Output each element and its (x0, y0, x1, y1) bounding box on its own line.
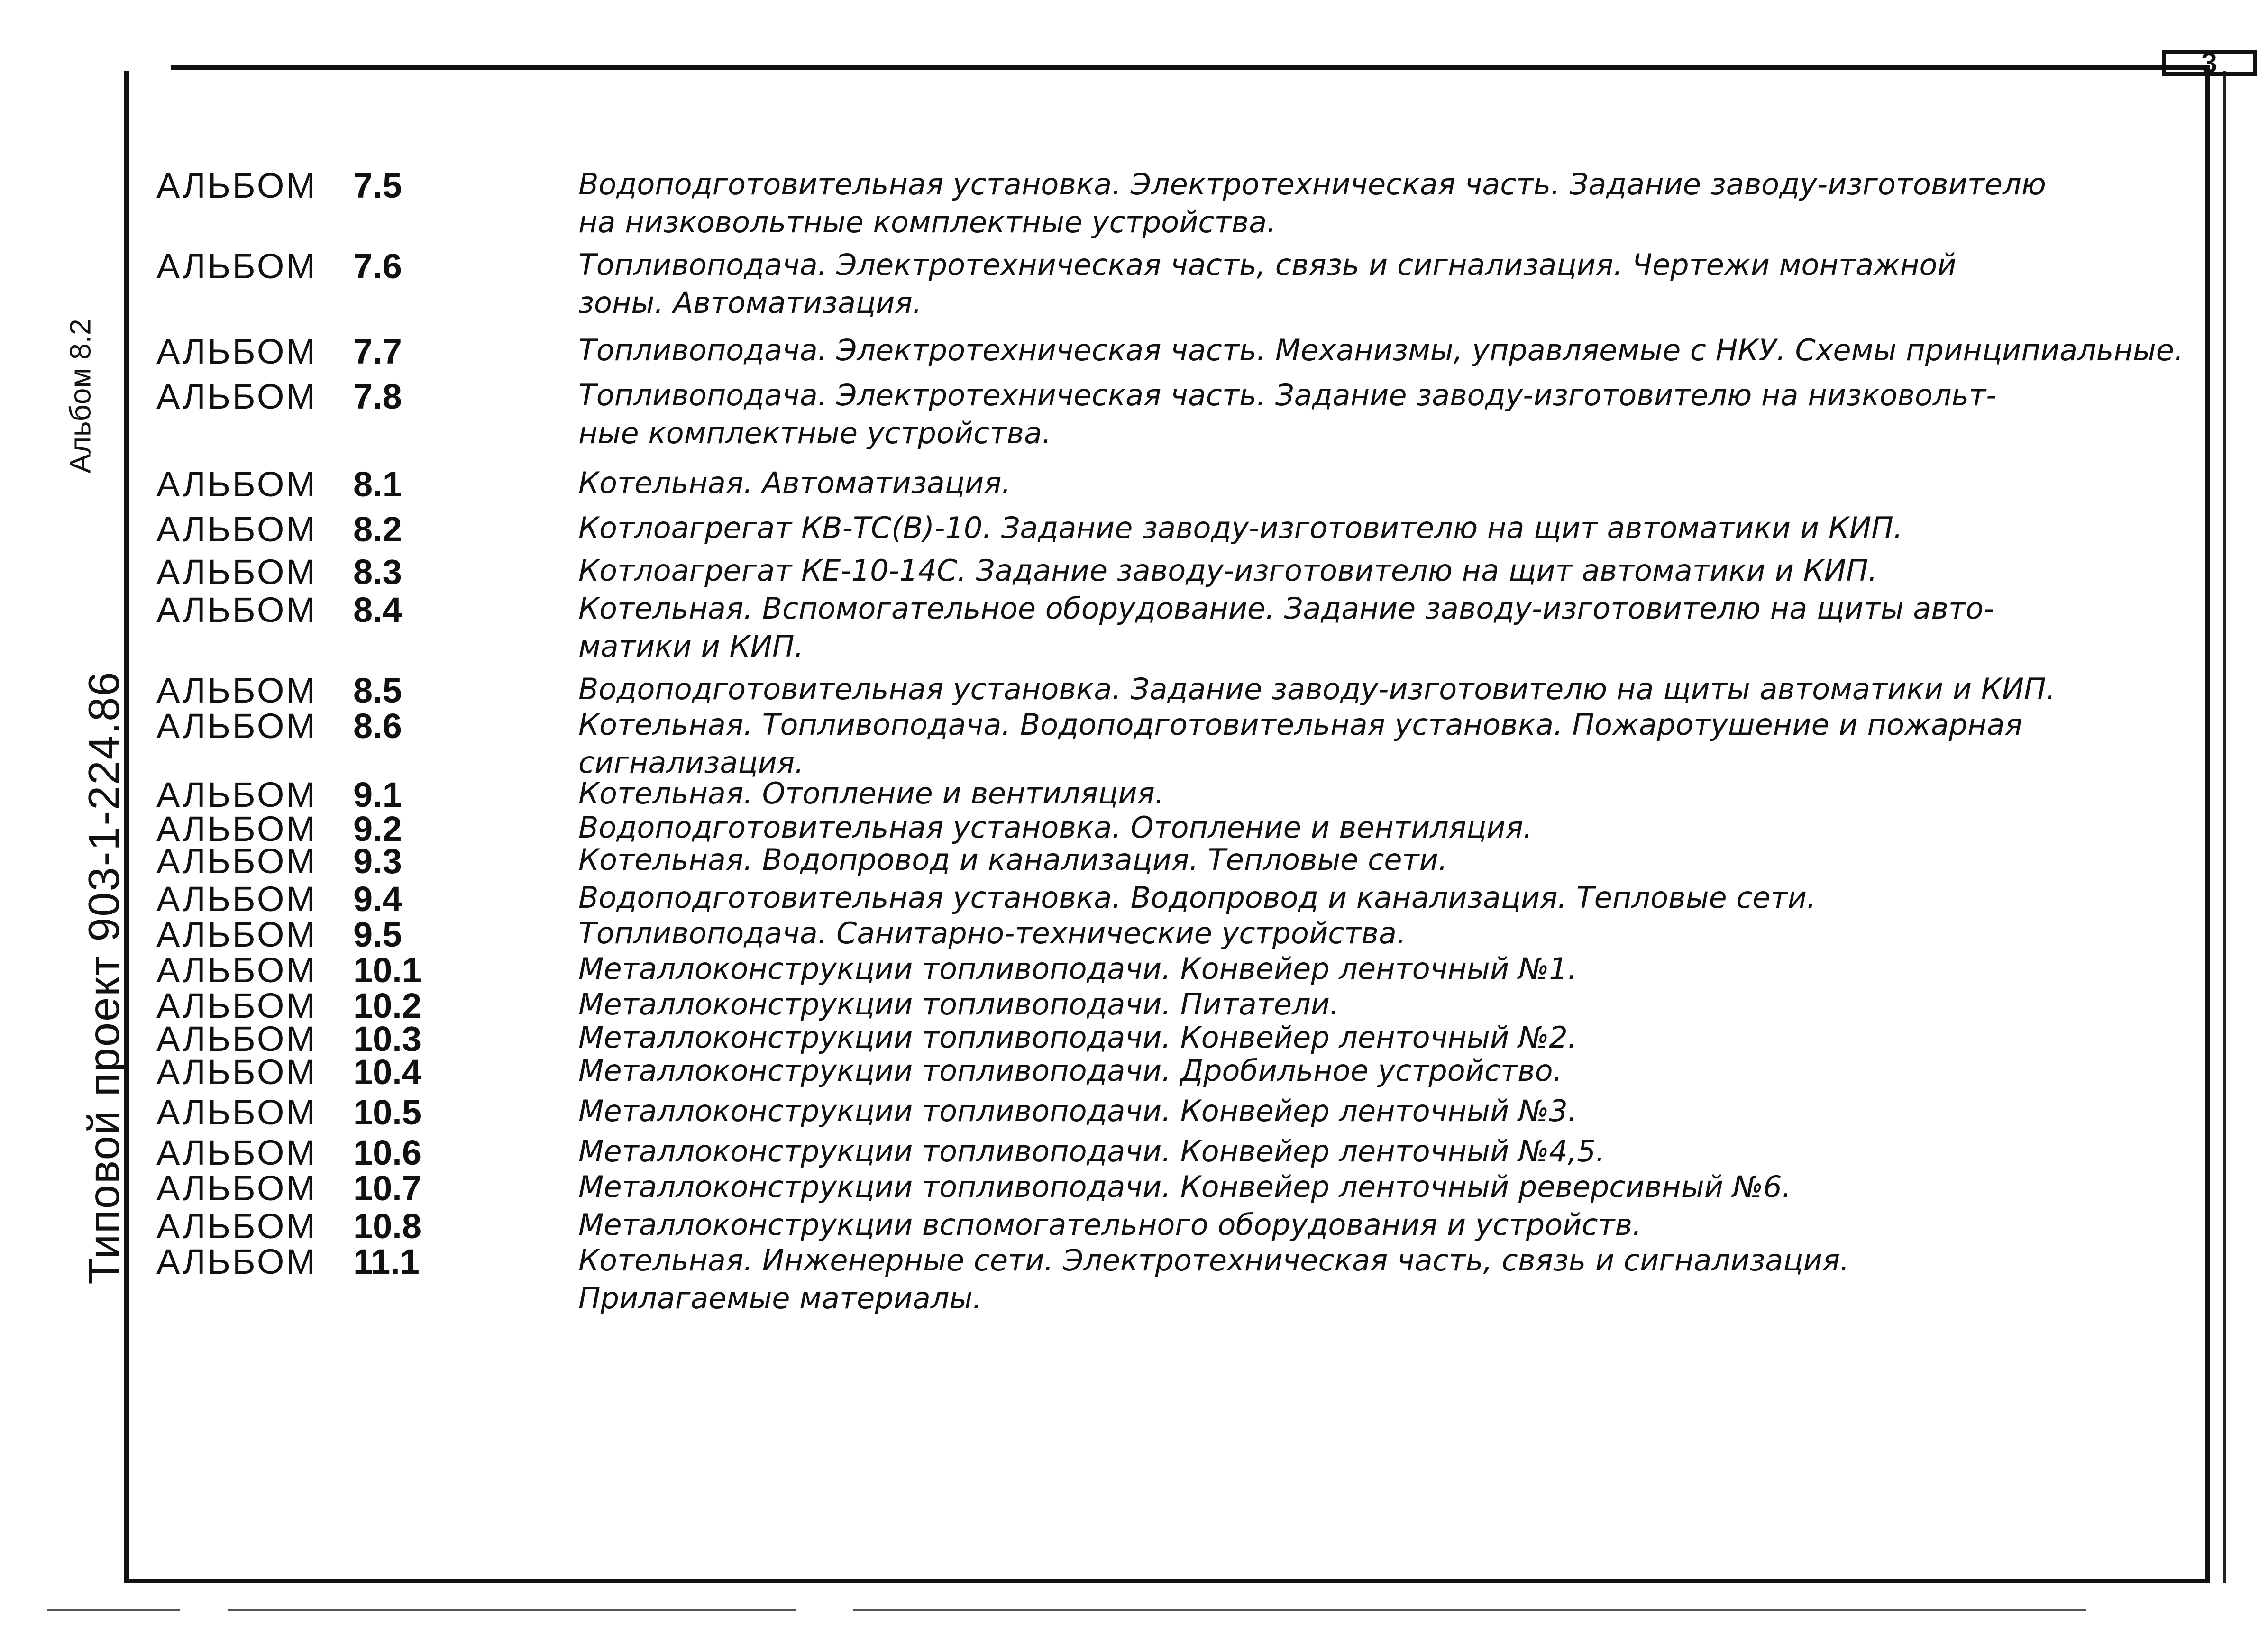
album-description: Водоподготовительная установка. Задание заводу-изготовителю на щиты автоматики и КИП. (578, 672, 2056, 706)
album-number: 8.4 (353, 590, 402, 630)
album-number: 10.3 (353, 1019, 422, 1059)
album-number: 8.6 (353, 706, 402, 746)
album-number: 7.5 (353, 166, 402, 205)
album-number: 7.6 (353, 246, 402, 286)
album-label: АЛЬБОМ (156, 377, 318, 416)
album-label: АЛЬБОМ (156, 841, 318, 881)
album-description: Топливоподача. Электротехническая часть. Механизмы, управляемые с НКУ. Схемы принципиальные. (578, 333, 2184, 367)
album-label: АЛЬБОМ (156, 1168, 318, 1208)
album-number: 9.5 (353, 915, 402, 954)
frame-right-outer-line (2223, 71, 2226, 1583)
album-label: АЛЬБОМ (156, 332, 318, 371)
album-label: АЛЬБОМ (156, 590, 318, 630)
album-description: Котельная. Инженерные сети. Электротехническая часть, связь и сигнализация. Прилагаемые материалы. (578, 1243, 1849, 1315)
album-label: АЛЬБОМ (156, 1133, 318, 1172)
album-label: АЛЬБОМ (156, 671, 318, 710)
album-number: 10.5 (353, 1093, 422, 1132)
album-description: Металлоконструкции топливоподачи. Питатели. (578, 987, 1339, 1022)
album-label: АЛЬБОМ (156, 510, 318, 549)
album-description: Металлоконструкции топливоподачи. Конвейер ленточный №4,5. (578, 1134, 1605, 1168)
album-label: АЛЬБОМ (156, 915, 318, 954)
album-number: 8.5 (353, 671, 402, 710)
album-number: 9.3 (353, 841, 402, 881)
album-description: Котельная. Вспомогательное оборудование. Задание заводу-изготовителю на щиты авто- матики и КИП. (578, 591, 1994, 664)
album-number: 11.1 (353, 1242, 420, 1281)
album-number: 10.2 (353, 986, 422, 1025)
album-label: АЛЬБОМ (156, 1206, 318, 1246)
album-number: 7.7 (353, 332, 402, 371)
frame-right-line (2205, 65, 2210, 1583)
scan-artifact-line (853, 1609, 2086, 1611)
album-number: 9.4 (353, 879, 402, 919)
album-label: АЛЬБОМ (156, 246, 318, 286)
scan-artifact-line (228, 1609, 796, 1611)
album-number: 8.2 (353, 510, 402, 549)
album-number: 10.7 (353, 1168, 422, 1208)
sheet-number: 3 (2201, 46, 2217, 79)
album-label: АЛЬБОМ (156, 879, 318, 919)
album-label: АЛЬБОМ (156, 1052, 318, 1092)
album-label: АЛЬБОМ (156, 1242, 318, 1281)
album-description: Котельная. Водопровод и канализация. Тепловые сети. (578, 842, 1448, 877)
album-number: 9.1 (353, 775, 402, 814)
album-number: 7.8 (353, 377, 402, 416)
album-description: Водоподготовительная установка. Электротехническая часть. Задание заводу-изготовителю на низковольтные комплектные устройства. (578, 167, 2046, 239)
album-description: Металлоконструкции топливоподачи. Конвейер ленточный реверсивный №6. (578, 1169, 1792, 1204)
album-description: Котлоагрегат КВ-ТС(В)-10. Задание заводу-изготовителю на щит автоматики и КИП. (578, 511, 1903, 545)
album-label: АЛЬБОМ (156, 775, 318, 814)
side-project-label: Типовой проект 903-1-224.86 (80, 671, 128, 1285)
album-description: Котельная. Топливоподача. Водоподготовительная установка. Пожаротушение и пожарная сигнализация. (578, 707, 2022, 780)
album-number: 10.6 (353, 1133, 422, 1172)
album-number: 10.8 (353, 1206, 422, 1246)
album-label: АЛЬБОМ (156, 1019, 318, 1059)
album-description: Котельная. Отопление и вентиляция. (578, 776, 1164, 811)
album-label: АЛЬБОМ (156, 950, 318, 990)
album-label: АЛЬБОМ (156, 706, 318, 746)
album-description: Топливоподача. Электротехническая часть. Задание заводу-изготовителю на низковольт- ные комплектные устройства. (578, 378, 1997, 450)
frame-bottom-line (124, 1579, 2210, 1583)
album-number: 8.1 (353, 465, 402, 504)
album-description: Водоподготовительная установка. Водопровод и канализация. Тепловые сети. (578, 880, 1816, 915)
side-album-label: Альбом 8.2 (64, 319, 97, 474)
album-label: АЛЬБОМ (156, 552, 318, 592)
album-number: 8.3 (353, 552, 402, 592)
album-number: 10.4 (353, 1052, 422, 1092)
album-description: Металлоконструкции топливоподачи. Конвейер ленточный №3. (578, 1094, 1577, 1128)
album-description: Топливоподача. Санитарно-технические устройства. (578, 916, 1406, 950)
album-label: АЛЬБОМ (156, 1093, 318, 1132)
album-description: Котлоагрегат КЕ-10-14С. Задание заводу-изготовителю на щит автоматики и КИП. (578, 553, 1878, 588)
album-description: Металлоконструкции топливоподачи. Дробильное устройство. (578, 1053, 1563, 1088)
album-description: Водоподготовительная установка. Отопление и вентиляция. (578, 810, 1533, 845)
album-description: Металлоконструкции топливоподачи. Конвейер ленточный №1. (578, 951, 1577, 986)
sheet-number-box (2162, 46, 2257, 79)
album-label: АЛЬБОМ (156, 986, 318, 1025)
album-label: АЛЬБОМ (156, 465, 318, 504)
album-description: Топливоподача. Электротехническая часть, связь и сигнализация. Чертежи монтажной зоны. Автоматизация. (578, 247, 1957, 320)
album-number: 9.2 (353, 809, 402, 849)
album-description: Металлоконструкции топливоподачи. Конвейер ленточный №2. (578, 1020, 1577, 1055)
scan-artifact-line (47, 1609, 180, 1611)
frame-top-line (171, 65, 2209, 70)
album-description: Металлоконструкции вспомогательного оборудования и устройств. (578, 1207, 1642, 1242)
album-label: АЛЬБОМ (156, 809, 318, 849)
album-number: 10.1 (353, 950, 422, 990)
album-description: Котельная. Автоматизация. (578, 465, 1011, 500)
album-label: АЛЬБОМ (156, 166, 318, 205)
